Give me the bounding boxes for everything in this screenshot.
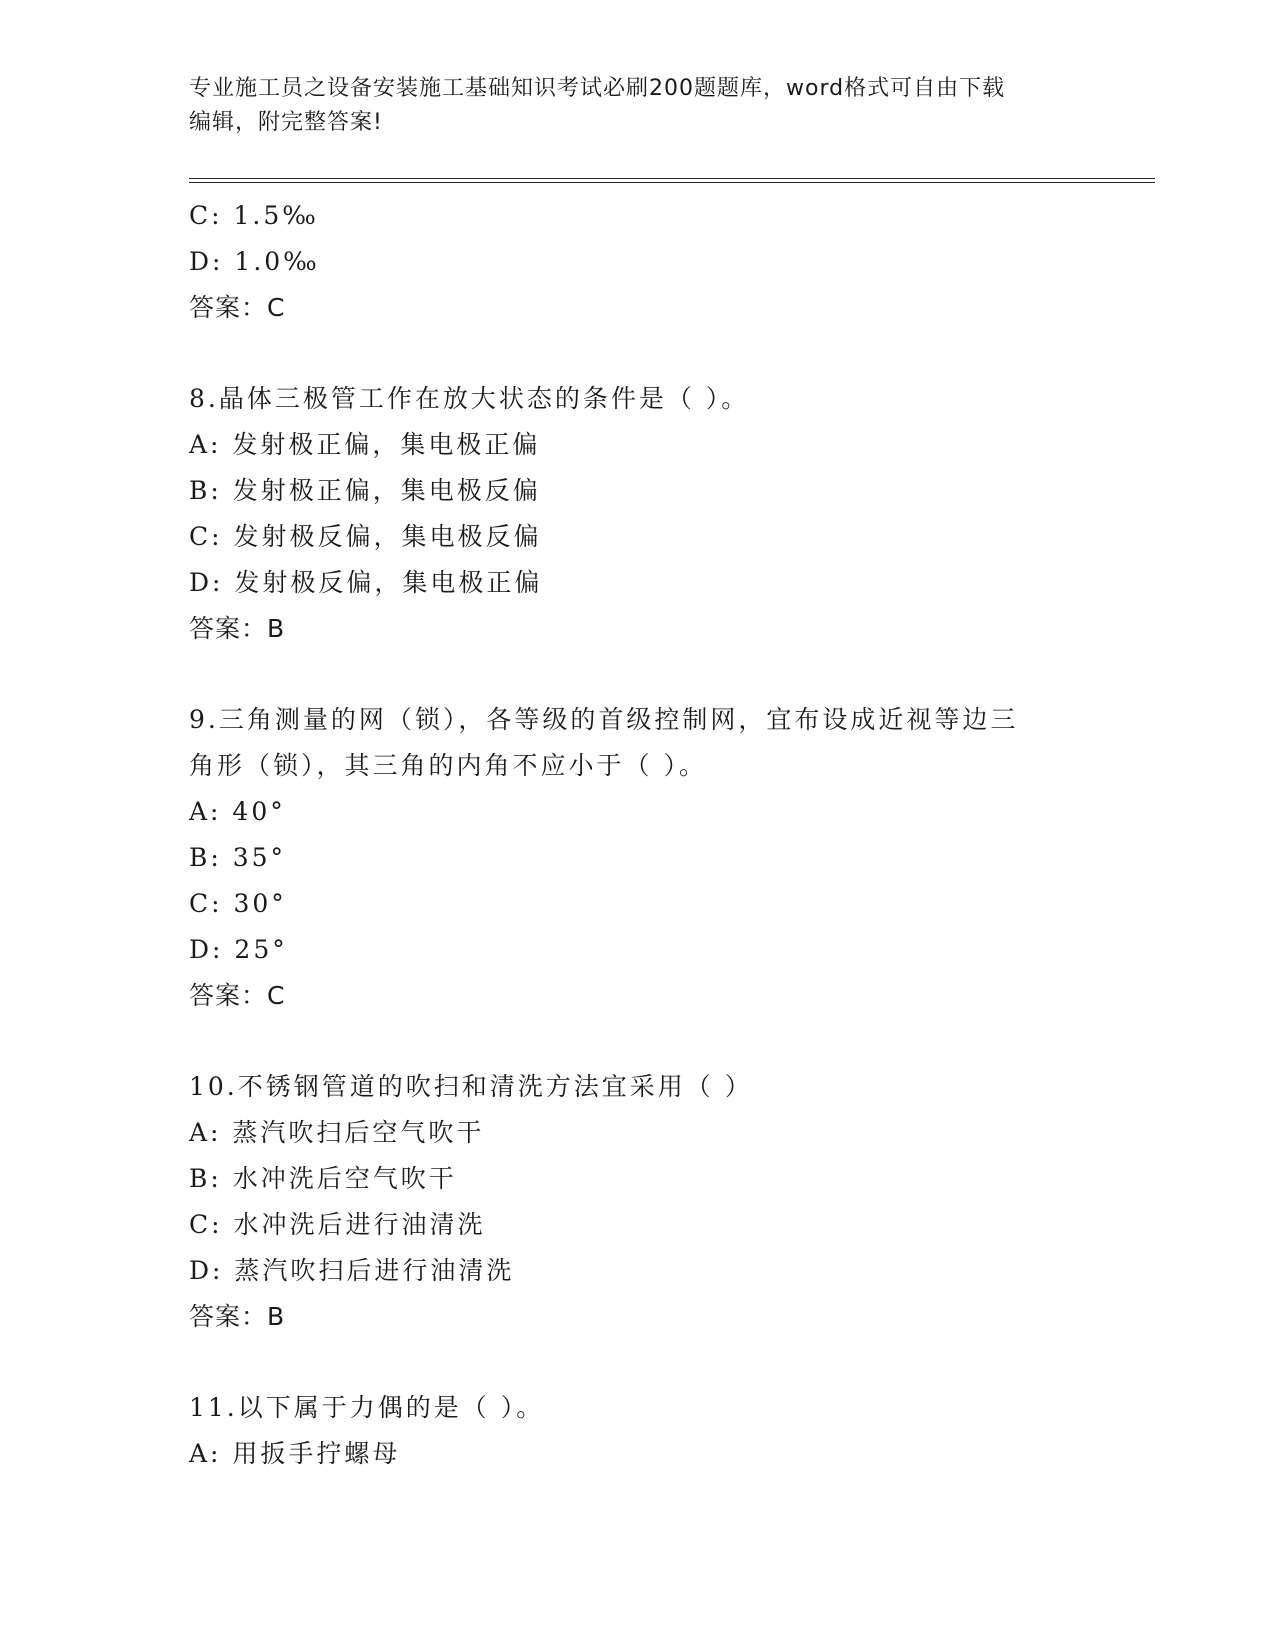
option-a: A: 蒸汽吹扫后空气吹干 [189, 1118, 485, 1147]
option-c: C: 1.5‰ [189, 201, 319, 230]
option-a: A: 40° [189, 797, 286, 826]
option-d: D: 发射极反偏，集电极正偏 [189, 568, 543, 597]
answer-line: 答案：C [189, 981, 286, 1010]
option-d: D: 蒸汽吹扫后进行油清洗 [189, 1256, 515, 1285]
question-block-8 [189, 376, 1069, 652]
option-d: D: 1.0‰ [189, 247, 320, 276]
document-header [189, 72, 1069, 140]
question-block-9 [189, 697, 1069, 1019]
option-b: B: 水冲洗后空气吹干 [189, 1164, 457, 1193]
question-stem: 10.不锈钢管道的吹扫和清洗方法宜采用（ ） [189, 1072, 753, 1101]
question-stem-line-2: 角形（锁），其三角的内角不应小于（ ）。 [189, 751, 707, 780]
question-stem: 11.以下属于力偶的是（ ）。 [189, 1393, 545, 1422]
answer-line: 答案：C [189, 293, 286, 322]
header-divider [189, 178, 1155, 183]
question-stem: 8.晶体三极管工作在放大状态的条件是（ ）。 [189, 384, 750, 413]
option-c: C: 水冲洗后进行油清洗 [189, 1210, 486, 1239]
header-title-line-2: 编辑，附完整答案! [189, 110, 383, 135]
question-stem-line-1: 9.三角测量的网（锁），各等级的首级控制网，宜布设成近视等边三 [189, 705, 1019, 734]
answer-line: 答案：B [189, 1302, 286, 1331]
option-a: A: 发射极正偏，集电极正偏 [189, 430, 541, 459]
option-b: B: 35° [189, 843, 287, 872]
question-block-11 [189, 1385, 1069, 1477]
option-a: A: 用扳手拧螺母 [189, 1439, 401, 1468]
document-body [189, 193, 1069, 1477]
question-block-7-tail [189, 193, 1069, 331]
answer-line: 答案：B [189, 614, 286, 643]
option-c: C: 30° [189, 889, 287, 918]
question-block-10 [189, 1064, 1069, 1340]
header-title-line-1: 专业施工员之设备安装施工基础知识考试必刷200题题库，word格式可自由下载 [189, 76, 1006, 101]
option-b: B: 发射极正偏，集电极反偏 [189, 476, 541, 505]
option-c: C: 发射极反偏，集电极反偏 [189, 522, 542, 551]
option-d: D: 25° [189, 935, 288, 964]
